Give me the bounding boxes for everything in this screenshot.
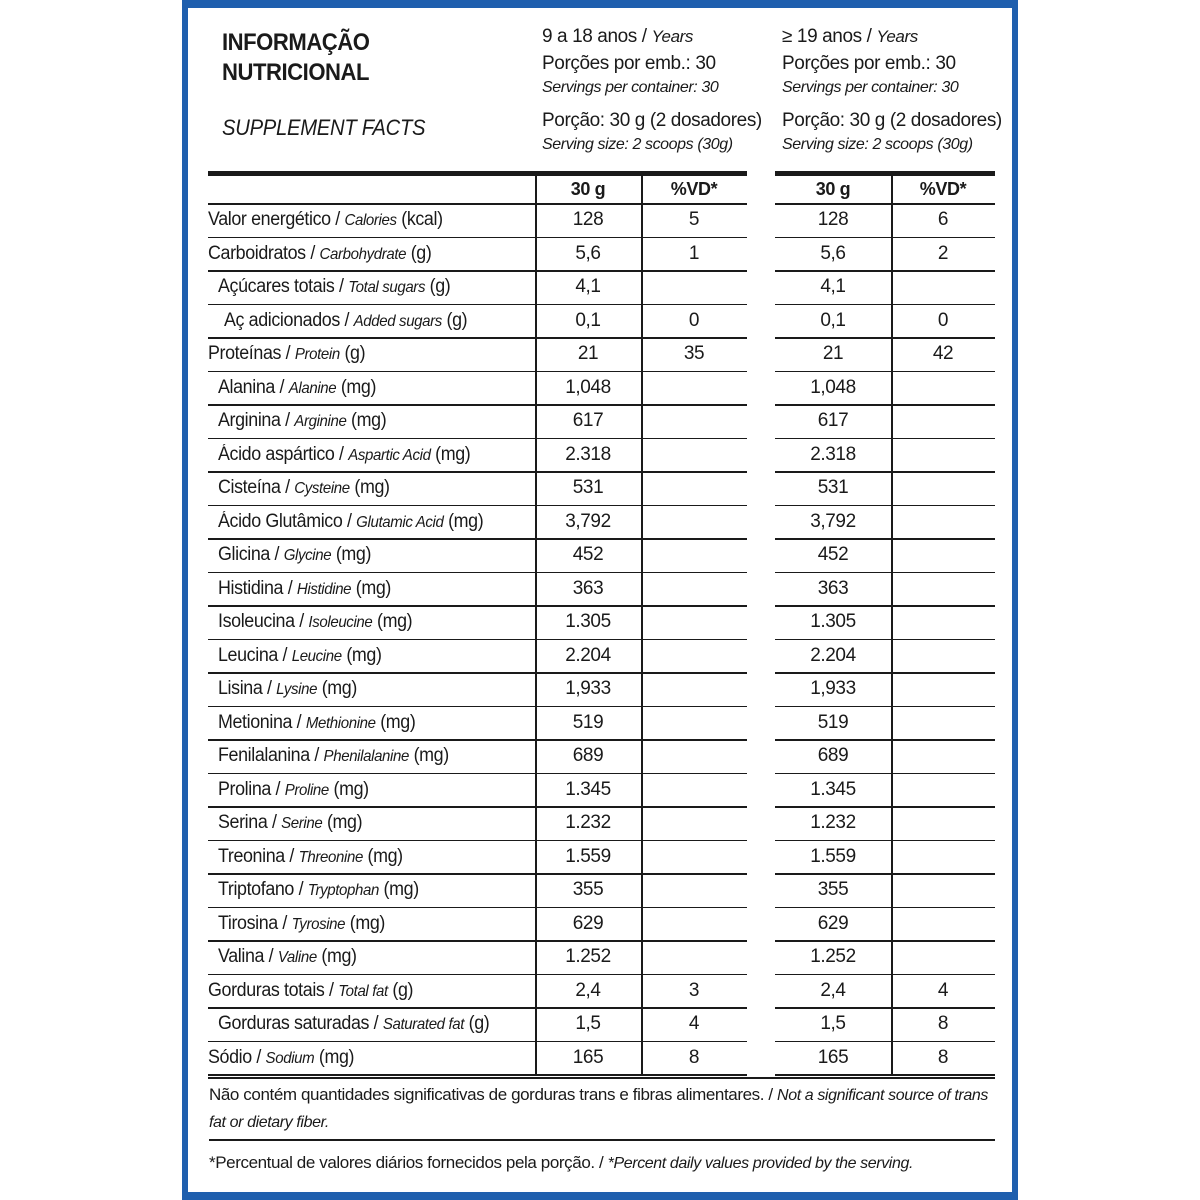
row-label-en: Saturated fat bbox=[382, 1016, 465, 1033]
row-divider-b bbox=[775, 538, 995, 540]
row-label-en: Valine bbox=[277, 949, 317, 966]
row-divider-b bbox=[775, 1041, 995, 1043]
row-divider-a bbox=[208, 337, 747, 339]
row-label-pt: Valor energético / bbox=[208, 209, 345, 230]
row-label-en: Alanine bbox=[288, 379, 337, 397]
row-label-unit: (mg) bbox=[443, 510, 484, 532]
cell-a-qty: 3,792 bbox=[565, 510, 611, 532]
cell-a-qty: 2,4 bbox=[575, 979, 601, 1001]
cell-b-qty: 519 bbox=[817, 711, 849, 733]
cell-a-qty: 165 bbox=[572, 1046, 604, 1068]
footnote-daily-values bbox=[209, 1150, 995, 1177]
row-label-en: Calories bbox=[344, 212, 397, 229]
row-label-en: Threonine bbox=[298, 848, 363, 866]
label-subtitle: SUPPLEMENT FACTS bbox=[222, 115, 426, 140]
row-label-en: Glutamic Acid bbox=[356, 513, 444, 531]
cell-b-qty: 5,6 bbox=[820, 242, 846, 264]
row-label bbox=[218, 611, 412, 633]
row-divider-b bbox=[775, 806, 995, 808]
cell-b-qty: 1,048 bbox=[810, 376, 856, 398]
row-label-pt: Carboidratos / bbox=[208, 242, 320, 264]
cell-a-qty: 1,933 bbox=[565, 678, 611, 699]
row-label-unit: (mg) bbox=[375, 711, 416, 733]
row-label-en: Proline bbox=[284, 781, 329, 799]
row-label-unit: (g) bbox=[441, 309, 468, 331]
row-label-pt: Aç adicionados / bbox=[224, 309, 354, 331]
row-label-unit: (g) bbox=[464, 1013, 490, 1034]
row-label bbox=[218, 812, 362, 834]
cell-b-vd: 8 bbox=[937, 1013, 949, 1034]
col-b-portion: Porção: 30 g (2 dosadores) bbox=[782, 110, 1002, 131]
row-label-pt: Cisteína / bbox=[218, 477, 295, 498]
cell-b-qty: 1,5 bbox=[820, 1013, 846, 1034]
col-b-header bbox=[782, 23, 1002, 156]
row-label-pt: Leucina / bbox=[218, 644, 292, 666]
row-label-en: Sodium bbox=[265, 1049, 315, 1067]
row-divider-b bbox=[775, 371, 995, 373]
row-label-unit: (mg) bbox=[316, 946, 357, 967]
cell-b-qty: 1.345 bbox=[810, 778, 856, 800]
cell-a-qty: 452 bbox=[572, 544, 604, 565]
row-label-pt: Valina / bbox=[218, 946, 278, 967]
row-label bbox=[218, 544, 371, 566]
cell-b-qty: 689 bbox=[817, 745, 849, 766]
cell-a-qty: 4,1 bbox=[575, 276, 601, 297]
cell-b-qty: 355 bbox=[817, 879, 849, 900]
cell-a-qty: 1,048 bbox=[565, 376, 611, 398]
row-label-pt: Triptofano / bbox=[218, 879, 308, 900]
cell-a-vd: 0 bbox=[688, 309, 700, 331]
row-label-unit: (mg) bbox=[430, 443, 471, 465]
row-label-pt: Metionina / bbox=[218, 711, 306, 733]
cell-b-qty: 452 bbox=[817, 544, 849, 565]
row-divider-a bbox=[208, 438, 747, 440]
row-divider-a bbox=[208, 572, 747, 574]
row-label-unit: (mg) bbox=[351, 577, 391, 599]
cell-b-qty: 4,1 bbox=[820, 276, 846, 297]
row-label-en: Serine bbox=[281, 815, 323, 832]
row-label-unit: (kcal) bbox=[396, 209, 443, 230]
footnote-trans-fat-pt: Não contém quantidades significativas de gorduras trans e fibras alimentares. / bbox=[209, 1085, 778, 1104]
row-divider-b bbox=[775, 1007, 995, 1009]
row-label bbox=[218, 511, 483, 533]
header-divider-a bbox=[208, 203, 747, 205]
cell-a-qty: 531 bbox=[572, 477, 604, 498]
row-divider-a bbox=[208, 605, 747, 607]
cell-b-qty: 2.318 bbox=[810, 443, 856, 465]
row-label-pt: Fenilalanina / bbox=[218, 745, 324, 766]
cell-b-qty: 1.305 bbox=[810, 611, 856, 632]
col-head-b-qty: 30 g bbox=[815, 179, 851, 199]
row-label-en: Histidine bbox=[296, 580, 352, 598]
row-label-en: Added sugars bbox=[353, 312, 442, 330]
cell-a-vd: 8 bbox=[688, 1046, 700, 1068]
row-label bbox=[218, 645, 382, 667]
row-divider-a bbox=[208, 974, 747, 976]
row-label-pt: Sódio / bbox=[208, 1046, 266, 1068]
row-divider-a bbox=[208, 505, 747, 507]
row-label bbox=[218, 678, 357, 700]
table-top-rule-b bbox=[775, 171, 995, 176]
row-label-unit: (g) bbox=[339, 343, 366, 364]
row-label-pt: Tirosina / bbox=[218, 912, 292, 934]
row-label-pt: Proteínas / bbox=[208, 343, 295, 364]
row-label-unit: (mg) bbox=[362, 845, 403, 867]
row-label-pt: Ácido Glutâmico / bbox=[218, 510, 357, 532]
row-label-pt: Prolina / bbox=[218, 778, 285, 800]
row-label-unit: (mg) bbox=[331, 544, 372, 565]
row-label-unit: (mg) bbox=[341, 644, 382, 666]
cell-a-qty: 617 bbox=[572, 410, 604, 431]
col-head-a-vd: %VD* bbox=[670, 179, 718, 199]
cell-b-vd: 8 bbox=[937, 1046, 949, 1068]
col-head-a-qty: 30 g bbox=[570, 179, 606, 199]
cell-a-vd: 3 bbox=[688, 979, 700, 1001]
cell-a-qty: 689 bbox=[572, 745, 604, 766]
row-divider-a bbox=[208, 940, 747, 942]
row-label-unit: (mg) bbox=[328, 778, 369, 800]
row-label-en: Tyrosine bbox=[291, 915, 346, 933]
cell-b-vd: 0 bbox=[937, 309, 949, 331]
row-divider-a bbox=[208, 1074, 747, 1076]
row-label-en: Cysteine bbox=[294, 480, 350, 497]
row-divider-b bbox=[775, 873, 995, 875]
row-divider-b bbox=[775, 706, 995, 708]
row-divider-b bbox=[775, 471, 995, 473]
row-label bbox=[218, 578, 391, 600]
row-divider-a bbox=[208, 404, 747, 406]
cell-a-qty: 1.252 bbox=[565, 946, 611, 967]
row-label-unit: (mg) bbox=[322, 812, 363, 833]
row-divider-b bbox=[775, 337, 995, 339]
row-label bbox=[218, 946, 357, 968]
cell-a-qty: 5,6 bbox=[575, 242, 601, 264]
cell-b-qty: 1,933 bbox=[810, 678, 856, 699]
header-divider-b bbox=[775, 203, 995, 205]
row-label-en: Lysine bbox=[276, 681, 318, 698]
row-label bbox=[208, 343, 365, 365]
title-line-1: INFORMAÇÃO bbox=[222, 29, 370, 56]
row-label-unit: (mg) bbox=[345, 912, 385, 934]
row-divider-b bbox=[775, 739, 995, 741]
row-label-unit: (mg) bbox=[349, 477, 390, 498]
footnote-vd-en: *Percent daily values provided by the serving. bbox=[607, 1155, 914, 1172]
row-label bbox=[218, 410, 386, 432]
row-divider-a bbox=[208, 739, 747, 741]
row-label bbox=[208, 243, 431, 265]
row-label-en: Total sugars bbox=[348, 279, 426, 296]
row-label bbox=[218, 377, 376, 399]
col-a-portions: Porções por emb.: 30 bbox=[542, 53, 716, 74]
footnote-trans-fat bbox=[209, 1082, 995, 1136]
row-label-en: Protein bbox=[294, 346, 340, 363]
row-divider-b bbox=[775, 907, 995, 909]
row-label-pt: Histidina / bbox=[218, 577, 297, 599]
col-divider-a-0 bbox=[535, 171, 537, 1074]
col-b-servings-en: Servings per container: 30 bbox=[782, 79, 959, 96]
cell-a-qty: 629 bbox=[572, 912, 604, 934]
cell-b-qty: 363 bbox=[817, 577, 849, 599]
cell-b-qty: 617 bbox=[817, 410, 849, 431]
row-label-en: Isoleucine bbox=[308, 614, 373, 631]
row-label-unit: (mg) bbox=[408, 745, 449, 766]
row-divider-b bbox=[775, 639, 995, 641]
cell-a-qty: 0,1 bbox=[575, 309, 601, 331]
cell-a-vd: 5 bbox=[688, 209, 700, 230]
row-label-pt: Alanina / bbox=[218, 376, 289, 398]
col-b-age-en: Years bbox=[876, 27, 918, 46]
row-divider-a bbox=[208, 270, 747, 272]
row-divider-b bbox=[775, 773, 995, 775]
row-label bbox=[218, 477, 390, 499]
cell-a-qty: 128 bbox=[572, 209, 604, 230]
cell-b-qty: 531 bbox=[817, 477, 849, 498]
cell-b-qty: 1.559 bbox=[810, 845, 856, 867]
row-divider-b bbox=[775, 840, 995, 842]
row-label-en: Total fat bbox=[338, 982, 388, 1000]
row-label-en: Methionine bbox=[305, 714, 376, 732]
cell-a-qty: 2.204 bbox=[565, 644, 611, 666]
footnote-vd-pt: *Percentual de valores diários fornecidos pela porção. / bbox=[209, 1153, 608, 1172]
table-top-rule-a bbox=[208, 171, 747, 176]
row-label bbox=[208, 980, 413, 1002]
row-label bbox=[218, 276, 450, 298]
cell-a-qty: 363 bbox=[572, 577, 604, 599]
col-a-portion: Porção: 30 g (2 dosadores) bbox=[542, 110, 762, 131]
row-label-en: Tryptophan bbox=[307, 882, 379, 899]
row-label-unit: (mg) bbox=[372, 611, 413, 632]
row-divider-b bbox=[775, 940, 995, 942]
row-label-unit: (mg) bbox=[336, 376, 377, 398]
row-divider-a bbox=[208, 907, 747, 909]
row-label-pt: Treonina / bbox=[218, 845, 299, 867]
cell-b-qty: 2.204 bbox=[810, 644, 856, 666]
label-title bbox=[222, 28, 370, 88]
row-label bbox=[208, 209, 443, 231]
row-divider-b bbox=[775, 974, 995, 976]
row-label bbox=[218, 779, 369, 801]
cell-b-qty: 165 bbox=[817, 1046, 849, 1068]
cell-a-qty: 1.559 bbox=[565, 845, 611, 867]
row-label-pt: Serina / bbox=[218, 812, 282, 833]
row-divider-b bbox=[775, 1074, 995, 1076]
cell-a-vd: 1 bbox=[688, 242, 700, 264]
row-label-en: Arginine bbox=[294, 413, 347, 430]
row-divider-a bbox=[208, 471, 747, 473]
row-label-en: Phenilalanine bbox=[323, 748, 409, 765]
cell-b-qty: 3,792 bbox=[810, 510, 856, 532]
row-label-unit: (mg) bbox=[346, 410, 387, 431]
row-label-pt: Açúcares totais / bbox=[218, 276, 349, 297]
cell-b-vd: 2 bbox=[937, 242, 949, 264]
col-divider-a-1 bbox=[641, 171, 643, 1074]
row-divider-a bbox=[208, 773, 747, 775]
row-label-unit: (g) bbox=[406, 242, 432, 264]
row-label-pt: Arginina / bbox=[218, 410, 295, 431]
row-divider-a bbox=[208, 840, 747, 842]
row-label-pt: Isoleucina / bbox=[218, 611, 309, 632]
row-divider-a bbox=[208, 639, 747, 641]
row-label bbox=[218, 745, 449, 767]
row-label-unit: (mg) bbox=[317, 678, 357, 699]
row-label-pt: Glicina / bbox=[218, 544, 284, 565]
row-label bbox=[224, 310, 467, 332]
row-divider-a bbox=[208, 304, 747, 306]
cell-a-vd: 35 bbox=[683, 343, 705, 364]
row-label bbox=[218, 444, 470, 466]
cell-b-qty: 629 bbox=[817, 912, 849, 934]
row-divider-b bbox=[775, 304, 995, 306]
col-a-age: 9 a 18 anos / bbox=[542, 26, 652, 47]
row-label-unit: (g) bbox=[387, 979, 414, 1001]
cell-a-qty: 1,5 bbox=[575, 1013, 601, 1034]
cell-b-qty: 21 bbox=[822, 343, 844, 364]
row-divider-a bbox=[208, 538, 747, 540]
row-label-pt: Gorduras totais / bbox=[208, 979, 339, 1001]
title-line-2: NUTRICIONAL bbox=[222, 59, 370, 86]
cell-a-qty: 355 bbox=[572, 879, 604, 900]
cell-b-qty: 2,4 bbox=[820, 979, 846, 1001]
cell-b-vd: 42 bbox=[932, 343, 954, 364]
row-label bbox=[218, 879, 419, 901]
cell-a-qty: 1.305 bbox=[565, 611, 611, 632]
table-bottom-rule bbox=[208, 1077, 995, 1079]
row-label bbox=[218, 913, 385, 935]
row-label-pt: Lisina / bbox=[218, 678, 277, 699]
col-head-b-vd: %VD* bbox=[919, 179, 967, 199]
footer-divider bbox=[209, 1139, 995, 1141]
cell-b-qty: 1.232 bbox=[810, 812, 856, 833]
col-divider-b bbox=[891, 171, 893, 1074]
row-divider-a bbox=[208, 672, 747, 674]
row-label bbox=[208, 1047, 354, 1069]
row-divider-b bbox=[775, 505, 995, 507]
row-divider-a bbox=[208, 1007, 747, 1009]
row-label-en: Glycine bbox=[283, 547, 332, 564]
row-divider-b bbox=[775, 572, 995, 574]
row-label-en: Leucine bbox=[291, 647, 342, 665]
row-label-en: Aspartic Acid bbox=[348, 446, 431, 464]
row-label bbox=[218, 1013, 489, 1035]
cell-a-qty: 2.318 bbox=[565, 443, 611, 465]
col-b-portions: Porções por emb.: 30 bbox=[782, 53, 956, 74]
row-divider-b bbox=[775, 404, 995, 406]
col-b-serving-en: Serving size: 2 scoops (30g) bbox=[782, 136, 973, 153]
cell-a-qty: 1.345 bbox=[565, 778, 611, 800]
cell-a-qty: 21 bbox=[577, 343, 599, 364]
col-a-serving-en: Serving size: 2 scoops (30g) bbox=[542, 136, 733, 153]
row-divider-a bbox=[208, 1041, 747, 1043]
row-divider-b bbox=[775, 270, 995, 272]
col-b-age: ≥ 19 anos / bbox=[782, 26, 877, 47]
row-label-unit: (mg) bbox=[378, 879, 419, 900]
row-divider-b bbox=[775, 438, 995, 440]
cell-b-vd: 6 bbox=[937, 209, 949, 230]
row-divider-b bbox=[775, 672, 995, 674]
row-divider-a bbox=[208, 371, 747, 373]
cell-a-qty: 1.232 bbox=[565, 812, 611, 833]
row-divider-a bbox=[208, 706, 747, 708]
cell-a-qty: 519 bbox=[572, 711, 604, 733]
row-label-en: Carbohydrate bbox=[319, 245, 407, 263]
row-label bbox=[218, 846, 403, 868]
col-a-age-en: Years bbox=[651, 27, 694, 46]
cell-b-vd: 4 bbox=[937, 979, 949, 1001]
cell-b-qty: 1.252 bbox=[810, 946, 856, 967]
row-divider-a bbox=[208, 237, 747, 239]
row-label-pt: Gorduras saturadas / bbox=[218, 1013, 383, 1034]
col-a-servings-en: Servings per container: 30 bbox=[542, 79, 719, 96]
row-divider-a bbox=[208, 873, 747, 875]
cell-a-vd: 4 bbox=[688, 1013, 700, 1034]
row-label-pt: Ácido aspártico / bbox=[218, 443, 349, 465]
row-label-unit: (mg) bbox=[314, 1046, 355, 1068]
row-divider-b bbox=[775, 605, 995, 607]
row-divider-a bbox=[208, 806, 747, 808]
row-label-unit: (g) bbox=[425, 276, 451, 297]
cell-b-qty: 0,1 bbox=[820, 309, 846, 331]
row-label bbox=[218, 712, 415, 734]
row-divider-b bbox=[775, 237, 995, 239]
cell-b-qty: 128 bbox=[817, 209, 849, 230]
col-a-header bbox=[542, 23, 762, 156]
footnote-trans-fat-en: Not a significant source of trans fat or dietary fiber. bbox=[209, 1087, 988, 1131]
